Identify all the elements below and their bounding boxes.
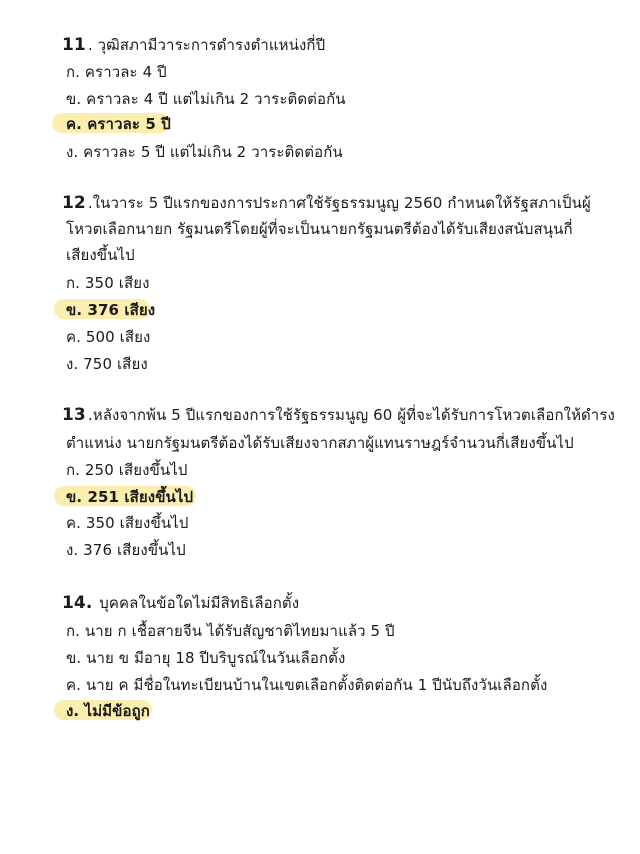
question-text: บุคคลในข้อใดไม่มีสิทธิเลือกตั้ง [94,594,300,612]
question-number: 14. [62,593,93,613]
question-text-line-1: .ในวาระ 5 ปีแรกของการประกาศใช้รัฐธรรมนูญ 2560 กำหนดให้รัฐสภาเป็นผู้ [87,194,591,212]
question-12-line-2: โหวตเลือกนายก รัฐมนตรีโดยผู้ที่จะเป็นนายกรัฐมนตรีต้องได้รับเสียงสนับสนุนกี่ [66,220,573,238]
option-q14-c: ค. นาย ค มีชื่อในทะเบียนบ้านในเขตเลือกตั้งติดต่อกัน 1 ปีนับถึงวันเลือกตั้ง [66,676,548,694]
option-q13-c: ค. 350 เสียงขึ้นไป [66,514,189,532]
question-text: . วุฒิสภามีวาระการดำรงตำแหน่งกี่ปี [87,36,326,54]
option-q11-c-correct: ค. คราวละ 5 ปี [66,115,171,133]
question-number: 11 [62,35,86,55]
option-q12-d: ง. 750 เสียง [66,355,148,373]
option-q11-d: ง. คราวละ 5 ปี แต่ไม่เกิน 2 วาระติดต่อกัน [66,143,343,161]
option-q14-b: ข. นาย ข มีอายุ 18 ปีบริบูรณ์ในวันเลือกตั้ง [66,649,346,667]
question-12 [62,192,591,214]
option-q11-a: ก. คราวละ 4 ปี [66,63,167,81]
option-q14-d-correct: ง. ไม่มีข้อถูก [66,702,150,720]
question-13 [62,404,615,426]
question-number: 12 [62,193,86,213]
question-11 [62,34,325,56]
option-q12-c: ค. 500 เสียง [66,328,151,346]
question-12-line-3: เสียงขึ้นไป [66,246,135,264]
option-q13-b-correct: ข. 251 เสียงขึ้นไป [66,488,194,506]
option-q13-d: ง. 376 เสียงขึ้นไป [66,541,186,559]
option-q12-b-correct: ข. 376 เสียง [66,301,156,319]
question-text-line-1: .หลังจากพ้น 5 ปีแรกของการใช้รัฐธรรมนูญ 60 ผู้ที่จะได้รับการโหวตเลือกให้ดำรง [87,406,615,424]
option-q11-b: ข. คราวละ 4 ปี แต่ไม่เกิน 2 วาระติดต่อกัน [66,90,346,108]
question-number: 13 [62,405,86,425]
option-q12-a: ก. 350 เสียง [66,274,150,292]
option-q14-a: ก. นาย ก เชื้อสายจีน ได้รับสัญชาติไทยมาแล้ว 5 ปี [66,622,395,640]
question-13-line-2: ตำแหน่ง นายกรัฐมนตรีต้องได้รับเสียงจากสภาผู้แทนราษฎร์จำนวนกี่เสียงขึ้นไป [66,434,574,452]
option-q13-a: ก. 250 เสียงขึ้นไป [66,461,188,479]
question-14 [62,592,299,614]
